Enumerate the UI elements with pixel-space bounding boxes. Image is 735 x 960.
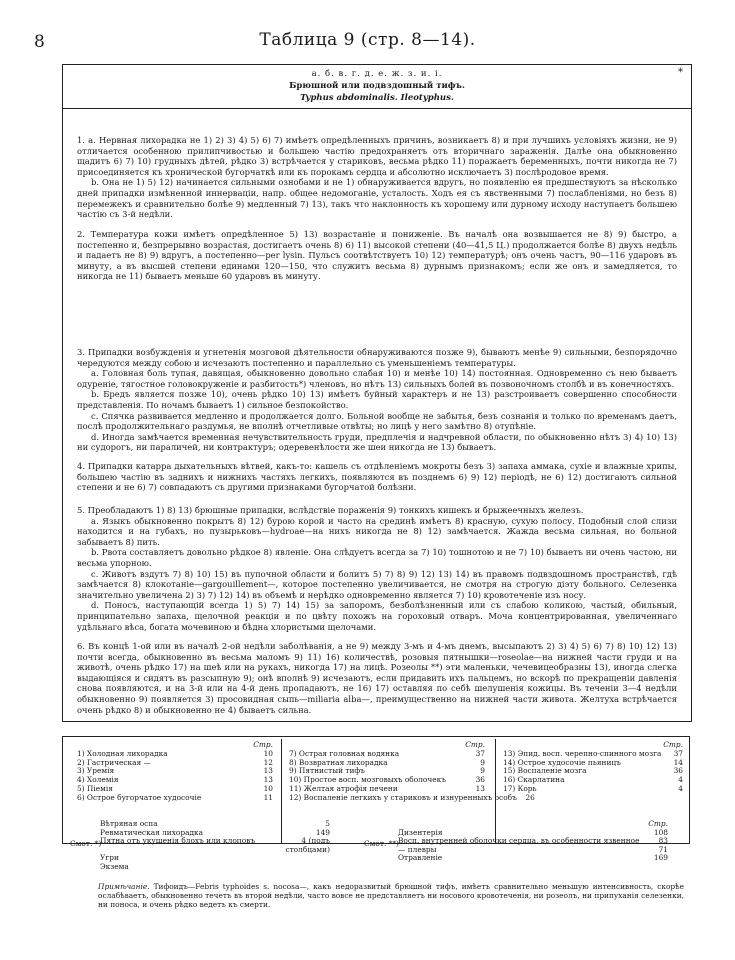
paragraph-6 — [77, 641, 677, 715]
para-1b: b. Она не 1) 5) 12) начинается сильными ознобами и не 1) обнаруживается вдругъ, но появленію ея предшествуютъ за нѣсколько дней припадки измѣненной иннерваціи, напр. общее недомоганіе, усталость. Ходъ ея съ явственными 7) послабленіями, но безъ 8) перемежекъ и сравнительно болѣе 9) медленный 7) 13), такъ что наклонность къ хорошему или дурному исходу наступаетъ большею частію съ 3-й недѣли. — [77, 177, 677, 220]
reference-row: 14) Острое худосочіе пьяницъ 14 — [503, 757, 683, 767]
see-also-row: Вѣтряная оспа 5 — [100, 819, 330, 828]
para-3a: а. Головная боль тупая, давящая, обыкновенно довольно слабая 10) и менѣе 10) 14) постоянная. Одновременно съ нею бываетъ одуреніе, тягостное головокруженіе и разбитость*) членовъ, но нѣтъ 13) сильныхъ болей въ позвоночномъ столбѣ и въ конечностяхъ. — [77, 368, 677, 389]
reference-row: 6) Острое бугорчатое худосочіе 11 — [77, 792, 273, 802]
paragraph-4 — [77, 461, 677, 493]
footnote-text: Тифоидъ—Febris typhoides s. nocosa—, какъ недоразвитый брюшной тифъ, имѣетъ сравнительно меньшую интенсивность, скорѣе ослабѣваетъ, обыкновенно течетъ въ второй недѣли, часто вовсе не представляетъ ни носового кровотеченія, ни розеолъ, ни припуханія селезенки, ни поноса, и очень рѣдко ведетъ къ смерти. — [98, 882, 684, 909]
see-also-row: Ревматическая лихорадка 149 — [100, 827, 330, 837]
see-also-left — [70, 819, 330, 872]
header-mark: * — [678, 67, 683, 78]
para-5: 5. Преобладаютъ 1) 8) 13) брюшные припадки, вслѣдствіе пораженія 9) тонкихъ кишекъ и брыжеечныхъ железъ. — [77, 505, 584, 515]
paragraph-5 — [77, 505, 677, 632]
reference-row: 9) Пятнистый тифъ 9 — [289, 766, 485, 776]
see-also-row: Экзема — [100, 861, 129, 871]
main-table-frame — [62, 64, 692, 722]
para-2: 2. Температура кожи имѣетъ опредѣленное 5) 13) возрастаніе и пониженіе. Въ началѣ она возвышается не 8) 9) быстро, а постепенно и, безпрерывно возрастая, достигаетъ очень 8) 6) 11) высокой степени (40—41,5 Ц.) продолжается болѣе 8) двухъ недѣль и падаетъ не 8) 9) вдругъ, а постепенно—per lysin. Пульсъ соотвѣтствуетъ 10) 12) температурѣ; онъ очень частъ, 90—116 ударовъ въ минуту, а въ высшей степени единами 120—150, что служитъ весьма 8) дурнымъ признакомъ; если же онъ и замедляется, то никогда не 11) бываетъ меньше 60 ударовъ въ минуту. — [77, 229, 677, 282]
reference-row: 11) Желтая атрофія печени 13 — [289, 783, 485, 793]
reference-row: 13) Эпид. восп. черепно-спинного мозга 37 — [503, 748, 683, 758]
reference-row: 12) Воспаленіе легкихъ у стариковъ и изнуренныхъ особъ 26 — [289, 792, 535, 802]
para-3d: d. Иногда замѣчается временная нечувствительность груди, предплечія и надчревной области, по обыкновенно нѣтъ 3) 4) 10) 13) ни судорогъ, ни параличей, ни контрактуръ; одеревенѣлости же шеи никогда не 13) бываетъ. — [77, 431, 677, 453]
para-5a: а. Языкъ обыкновенно покрытъ 8) 12) бурою корой и часто на срединѣ имѣетъ 8) красную, сухую полосу. Подобный слой слизи находится и на губахъ, но пузырьковъ—hydroae—на нихъ никогда не 8) 12) замѣчается. Жажда весьма сильная, но больной забываетъ 8) пить. — [77, 515, 677, 547]
reference-row: 7) Острая головная водянка 37 — [289, 748, 485, 758]
footnote-lead: Примѣчаніе. — [98, 882, 150, 891]
reference-row: 5) Піемія 10 — [77, 783, 273, 793]
paragraph-1 — [77, 135, 677, 220]
reference-row: 4) Холемія 13 — [77, 775, 273, 785]
references-col-1 — [77, 741, 273, 803]
reference-row: 2) Гастрическая — 12 — [77, 757, 273, 767]
page-title: Таблица 9 (стр. 8—14). — [259, 30, 476, 50]
para-1a: 1. а. Нервная лихорадка не 1) 2) 3) 4) 5) 6) 7) имѣетъ опредѣленныхъ причинъ, возникаетъ 8) и при лучшихъ условіяхъ жизни, не 9) отличается особенною прилипчивостью и большею частію предохраняетъ отъ вторичнаго зараженія. Далѣе она обыкновенно щадитъ 6) 7) 10) грудныхъ дѣтей, рѣдко 3) встрѣчается у стариковъ, весьма рѣдко 11) поражаетъ беременныхъ, почти никогда не 7) присоединяется къ хронической бугорчаткѣ или къ порокамъ сердца и абсолютно исключаетъ 3) послѣродовое время. — [77, 135, 677, 177]
header-title-ru: Брюшной или подвздошный тифъ. — [289, 81, 465, 91]
para-5b: b. Рвота составляетъ довольно рѣдкое 8) явленіе. Она слѣдуетъ всегда за 7) 10) тошнотою и не 7) 10) бываетъ ни очень частою, ни весьма упорною. — [77, 547, 677, 568]
reference-row: 8) Возвратная лихорадка 9 — [289, 757, 485, 767]
header-title-lat: Typhus abdominalis. Ileotyphus. — [300, 93, 454, 103]
reference-row: 15) Воспаленіе мозга 36 — [503, 766, 683, 776]
para-4: 4. Припадки катарра дыхательныхъ вѣтвей, какъ-то: кашель съ отдѣленіемъ мокроты безъ 3) запаха аммака, сухіе и влажные хрипы, большею частію въ заднихъ и нижнихъ частяхъ легкихъ, появляются въ позднемъ 6) 9) 12) періодѣ, не 6) 12) достигаютъ сильной степени и не 6) 7) совпадаютъ съ другими признаками бугорчатой болѣзни. — [77, 461, 677, 493]
col-header: Стр. — [465, 740, 485, 749]
see-also-row: Восп. внутренней оболочки сердца, въ особенности язвенное 83 — [398, 836, 668, 846]
footnote — [98, 882, 684, 909]
paragraph-3 — [77, 347, 677, 453]
see-also-row: Угри — [100, 853, 119, 863]
para-3: 3. Припадки возбужденія и угнетенія мозговой дѣятельности обнаруживаются позже 9), бываютъ менѣе 9) сильными, безпорядочно чередуются между собою и исчезаютъ постепенно и параллельно съ уменьшеніемъ температуры. — [77, 347, 677, 368]
see-also-label: Смот. **) — [364, 839, 399, 848]
para-3c: c. Спячка развивается медленно и продолжается долго. Больной вообще не забытья, безъ сознанія и только по временамъ даетъ, послѣ продолжительнаго раздумья, не вполнѣ отчетливые отвѣты; но лицѣ у него замѣтно 8) отупѣніе. — [77, 410, 677, 432]
reference-row: 3) Уремія 13 — [77, 766, 273, 776]
references-col-3 — [503, 741, 683, 794]
page-number: 8 — [34, 32, 45, 52]
reference-row: 16) Скарлатина 4 — [503, 775, 683, 785]
para-6: 6. Въ концѣ 1-ой или въ началѣ 2-ой недѣли заболѣванія, а не 9) между 3-мъ и 4-мъ днемъ, высыпаютъ 2) 3) 4) 5) 6) 7) 8) 10) 12) 13) почти всегда, обыкновенно въ весьма маломъ 9) 11) 16) количествѣ, розовыя пятнышки—roseolae—на нижней части груди и на животѣ, очень рѣдко 17) на шеѣ или на рукахъ, никогда 17) на лицѣ. Розеолы **) эти маленьки, чечевицеобразны 13), иногда слегка выдающіяся и сидятъ въ разсыпную 9); онѣ вполнѣ 9) исчезаютъ, если придавить ихъ пальцемъ, но вскорѣ по прекращеніи давленія снова появляются, и на 3-й или на 4-й день пропадаютъ, не 16) 17) оставляя по себѣ шелушенія кожицы. Въ теченіи 3—4 недѣли обыкновенно 9) появляется 3) просовидная сыпь—miliaria alba—, преимущественно на нижней части живота. Желтуха встрѣчается очень рѣдко 8) и обыкновенно не 4) бываетъ сильна. — [77, 641, 677, 715]
reference-row: 17) Корь 4 — [503, 783, 683, 793]
table-header — [63, 65, 691, 109]
para-5d: d. Поносъ, наступающій всегда 1) 5) 7) 14) 15) за запоромъ, безболѣзненный или съ слабою коликою, частый, обильный, принципательно запаха, щелочной реакціи и по цвѣту похожъ на гороховый отваръ. Моча концентрированная, увеличеннаго удѣльнаго вѣса, богата мочевиною и бѣдна хлористыми щелочами. — [77, 600, 677, 632]
reference-row: 1) Холодная лихорадка 10 — [77, 748, 273, 758]
para-5c: c. Животъ вздутъ 7) 8) 10) 15) въ пупочной области и болитъ 5) 7) 8) 9) 12) 13) 14) въ правомъ подвздошномъ пространствѣ, гдѣ замѣчается 8) клокотаніе—gargouillement—, которое постепенно увеличивается, не смотря на строгую діэту больного. Селезенка значительно увеличена 2) 3) 7) 12) 14) въ объемѣ и нерѣдко одновременно является 7) 10) кровотеченіе изъ носу. — [77, 568, 677, 600]
paragraph-2 — [77, 229, 677, 282]
see-also-row: Пятна отъ укушенія блохъ или клоповъ 4 (подъ столбцами) — [100, 836, 330, 854]
para-3b: b. Бредъ является позже 10), очень рѣдко 10) 13) имѣетъ буйный характеръ и не 13) разстроиваетъ совершенно способности представленія. По ночамъ бываетъ 1) сильное безпокойство. — [77, 389, 677, 410]
see-also-label: Смот. *) — [70, 839, 102, 848]
col-header: Стр. — [663, 740, 683, 749]
see-also-row: Отравленіе 169 — [398, 853, 668, 863]
col-header: Стр. — [648, 819, 668, 828]
see-also-row: Дизентерія 108 — [398, 827, 668, 837]
reference-row: 10) Простое восп. мозговыхъ оболочекъ 36 — [289, 775, 485, 785]
references-col-2 — [289, 740, 535, 803]
see-also-right — [364, 819, 668, 863]
col-header: Стр. — [253, 740, 273, 749]
see-also-row: — плевры 71 — [398, 844, 668, 854]
header-codes: а. б. в. г. д. е. ж. з. и. і. — [311, 69, 443, 79]
